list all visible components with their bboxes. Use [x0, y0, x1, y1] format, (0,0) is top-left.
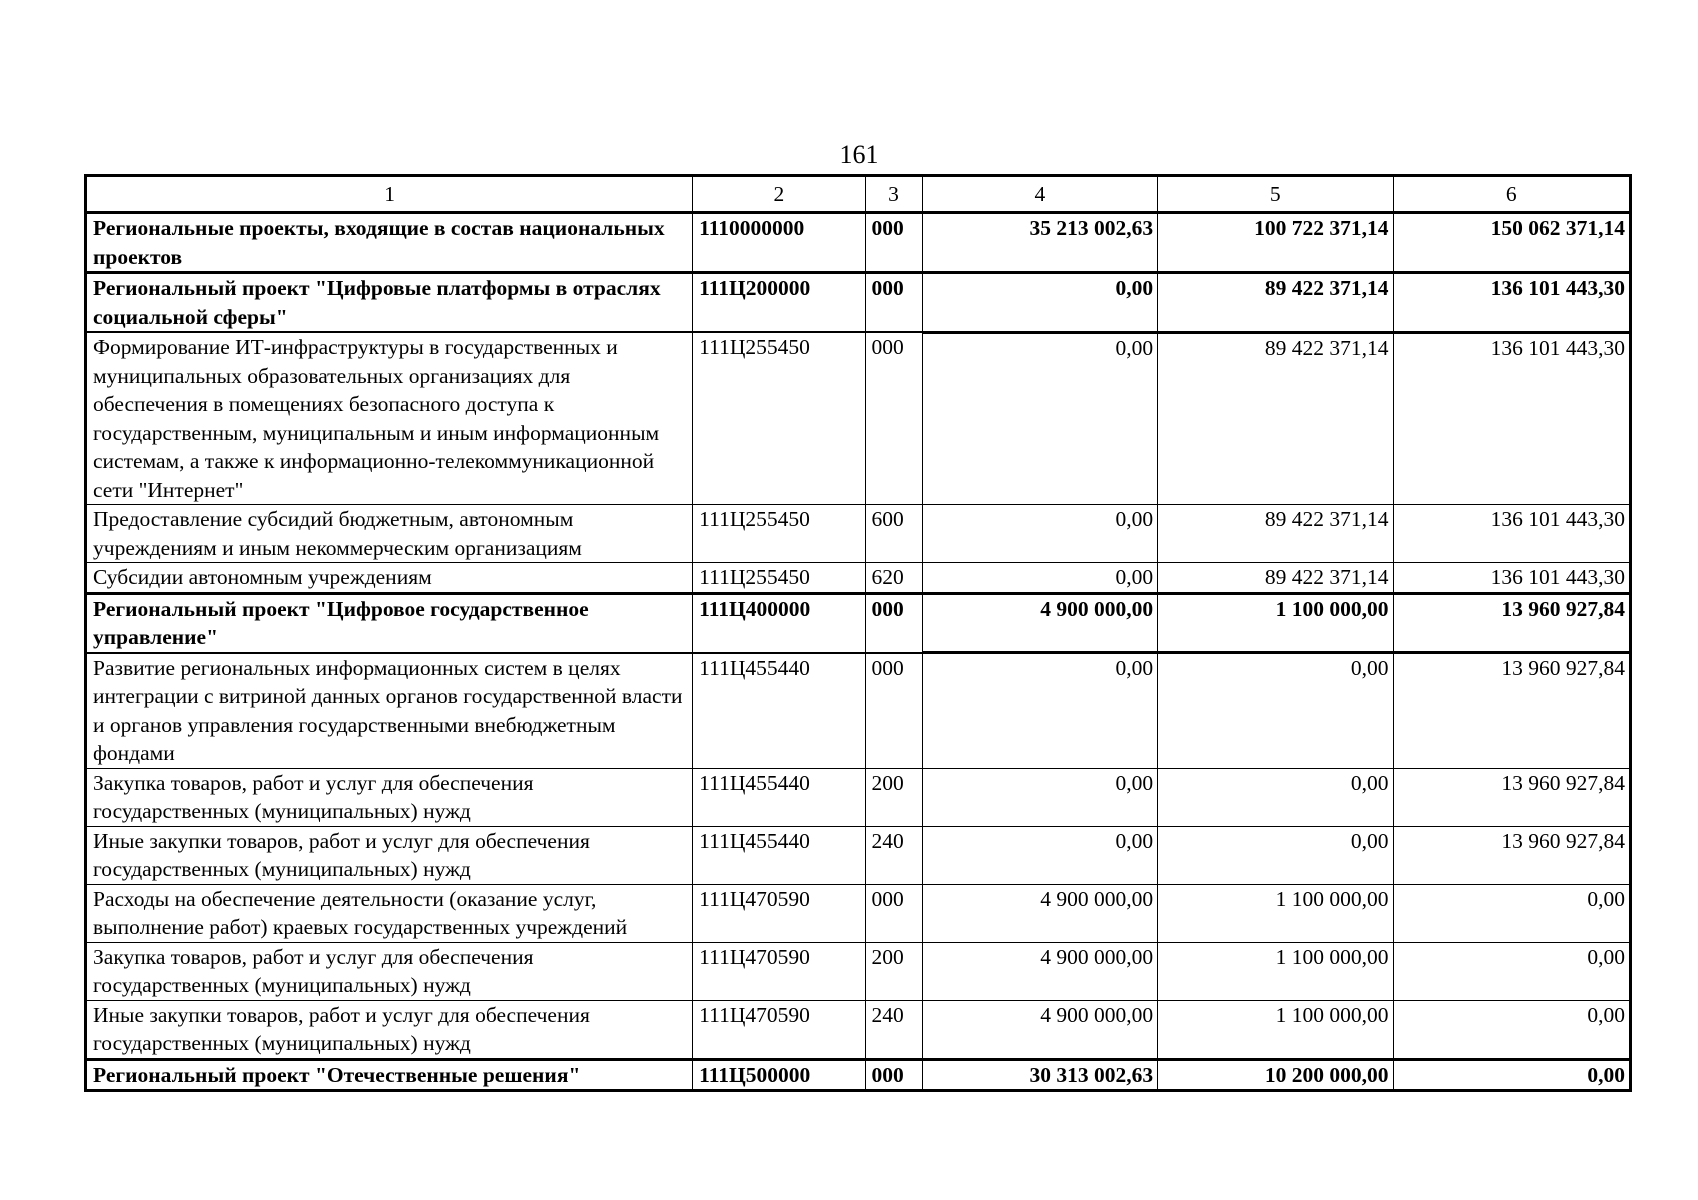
- row-name-cell: Региональный проект "Цифровые платформы в отраслях социальной сферы": [86, 273, 693, 333]
- row-amount-col6-cell: 136 101 443,30: [1393, 273, 1630, 333]
- column-header-5: 5: [1158, 176, 1393, 213]
- row-name-cell: Иные закупки товаров, работ и услуг для обеспечения государственных (муниципальных) нужд: [86, 826, 693, 884]
- row-expense-type-cell: 000: [865, 1059, 922, 1091]
- row-name-cell: Предоставление субсидий бюджетным, автономным учреждениям и иным некоммерческим организациям: [86, 505, 693, 563]
- column-header-2: 2: [693, 176, 865, 213]
- row-amount-col5-cell: 100 722 371,14: [1158, 213, 1393, 273]
- table-row: [86, 1000, 1631, 1059]
- row-expense-type-cell: 200: [865, 768, 922, 826]
- row-code-cell: 111Ц455440: [693, 653, 865, 769]
- row-amount-col4-cell: 0,00: [922, 505, 1157, 563]
- row-amount-col5-cell: 1 100 000,00: [1158, 1000, 1393, 1059]
- row-amount-col6-cell: 0,00: [1393, 1000, 1630, 1059]
- row-amount-col5-cell: 1 100 000,00: [1158, 593, 1393, 653]
- row-amount-col6-cell: 13 960 927,84: [1393, 826, 1630, 884]
- row-name-cell: Формирование ИТ-инфраструктуры в государственных и муниципальных образовательных организациях для обеспечения в помещениях безопасного доступа к государственным, муниципальным и иным информационным системам, а также к информационно-телекоммуникационной сети "Интернет": [86, 332, 693, 505]
- row-name-cell: Развитие региональных информационных систем в целях интеграции с витриной данных органов государственной власти и органов управления государственными внебюджетным фондами: [86, 653, 693, 769]
- row-expense-type-cell: 200: [865, 942, 922, 1000]
- row-amount-col5-cell: 89 422 371,14: [1158, 505, 1393, 563]
- row-amount-col4-cell: 4 900 000,00: [922, 884, 1157, 942]
- page-number: 161: [839, 140, 879, 169]
- row-name-cell: Региональный проект "Отечественные решения": [86, 1059, 693, 1091]
- row-amount-col5-cell: 0,00: [1158, 768, 1393, 826]
- row-code-cell: 111Ц200000: [693, 273, 865, 333]
- row-amount-col4-cell: 0,00: [922, 563, 1157, 594]
- row-code-cell: 111Ц470590: [693, 942, 865, 1000]
- row-expense-type-cell: 000: [865, 884, 922, 942]
- row-code-cell: 111Ц400000: [693, 593, 865, 653]
- row-name-cell: Региональный проект "Цифровое государственное управление": [86, 593, 693, 653]
- table-row-section: [86, 213, 1631, 273]
- row-expense-type-cell: 000: [865, 653, 922, 769]
- row-amount-col4-cell: 0,00: [922, 332, 1157, 505]
- table-row: [86, 826, 1631, 884]
- table-row: [86, 653, 1631, 769]
- row-amount-col6-cell: 0,00: [1393, 942, 1630, 1000]
- row-amount-col4-cell: 4 900 000,00: [922, 942, 1157, 1000]
- row-amount-col5-cell: 1 100 000,00: [1158, 942, 1393, 1000]
- table-row: [86, 332, 1631, 505]
- row-code-cell: 111Ц470590: [693, 884, 865, 942]
- row-amount-col5-cell: 0,00: [1158, 826, 1393, 884]
- table-row-section: [86, 593, 1631, 653]
- row-code-cell: 111Ц455440: [693, 768, 865, 826]
- row-expense-type-cell: 000: [865, 593, 922, 653]
- table-row-section: [86, 273, 1631, 333]
- row-amount-col4-cell: 0,00: [922, 826, 1157, 884]
- row-code-cell: 111Ц255450: [693, 505, 865, 563]
- row-name-cell: Расходы на обеспечение деятельности (оказание услуг, выполнение работ) краевых государственных учреждений: [86, 884, 693, 942]
- table-row: [86, 505, 1631, 563]
- row-code-cell: 111Ц470590: [693, 1000, 865, 1059]
- row-name-cell: Субсидии автономным учреждениям: [86, 563, 693, 594]
- column-header-3: 3: [865, 176, 922, 213]
- row-code-cell: 111Ц500000: [693, 1059, 865, 1091]
- row-name-cell: Закупка товаров, работ и услуг для обеспечения государственных (муниципальных) нужд: [86, 942, 693, 1000]
- row-amount-col6-cell: 136 101 443,30: [1393, 332, 1630, 505]
- row-expense-type-cell: 000: [865, 273, 922, 333]
- table-row: [86, 884, 1631, 942]
- row-amount-col5-cell: 89 422 371,14: [1158, 332, 1393, 505]
- row-amount-col6-cell: 136 101 443,30: [1393, 563, 1630, 594]
- table-body: [86, 213, 1631, 1091]
- row-expense-type-cell: 620: [865, 563, 922, 594]
- row-amount-col6-cell: 13 960 927,84: [1393, 768, 1630, 826]
- row-expense-type-cell: 000: [865, 213, 922, 273]
- row-amount-col5-cell: 89 422 371,14: [1158, 273, 1393, 333]
- row-code-cell: 111Ц455440: [693, 826, 865, 884]
- row-expense-type-cell: 240: [865, 826, 922, 884]
- table-row: [86, 942, 1631, 1000]
- row-code-cell: 1110000000: [693, 213, 865, 273]
- row-amount-col4-cell: 0,00: [922, 768, 1157, 826]
- row-amount-col4-cell: 4 900 000,00: [922, 593, 1157, 653]
- row-amount-col6-cell: 150 062 371,14: [1393, 213, 1630, 273]
- row-amount-col6-cell: 0,00: [1393, 1059, 1630, 1091]
- row-amount-col5-cell: 10 200 000,00: [1158, 1059, 1393, 1091]
- row-expense-type-cell: 600: [865, 505, 922, 563]
- row-name-cell: Закупка товаров, работ и услуг для обеспечения государственных (муниципальных) нужд: [86, 768, 693, 826]
- column-header-6: 6: [1393, 176, 1630, 213]
- row-amount-col4-cell: 4 900 000,00: [922, 1000, 1157, 1059]
- row-amount-col4-cell: 35 213 002,63: [922, 213, 1157, 273]
- row-amount-col5-cell: 0,00: [1158, 653, 1393, 769]
- row-expense-type-cell: 000: [865, 332, 922, 505]
- budget-table: [84, 174, 1632, 1092]
- row-amount-col5-cell: 1 100 000,00: [1158, 884, 1393, 942]
- row-amount-col4-cell: 0,00: [922, 653, 1157, 769]
- row-name-cell: Иные закупки товаров, работ и услуг для обеспечения государственных (муниципальных) нужд: [86, 1000, 693, 1059]
- row-amount-col4-cell: 0,00: [922, 273, 1157, 333]
- column-number-row: [86, 176, 1631, 213]
- table-row: [86, 563, 1631, 594]
- row-code-cell: 111Ц255450: [693, 563, 865, 594]
- table-row: [86, 768, 1631, 826]
- row-code-cell: 111Ц255450: [693, 332, 865, 505]
- row-amount-col4-cell: 30 313 002,63: [922, 1059, 1157, 1091]
- row-amount-col6-cell: 13 960 927,84: [1393, 653, 1630, 769]
- row-amount-col6-cell: 13 960 927,84: [1393, 593, 1630, 653]
- table-row-section: [86, 1059, 1631, 1091]
- row-expense-type-cell: 240: [865, 1000, 922, 1059]
- column-header-4: 4: [922, 176, 1157, 213]
- row-name-cell: Региональные проекты, входящие в состав национальных проектов: [86, 213, 693, 273]
- column-header-1: 1: [86, 176, 693, 213]
- row-amount-col6-cell: 136 101 443,30: [1393, 505, 1630, 563]
- row-amount-col6-cell: 0,00: [1393, 884, 1630, 942]
- row-amount-col5-cell: 89 422 371,14: [1158, 563, 1393, 594]
